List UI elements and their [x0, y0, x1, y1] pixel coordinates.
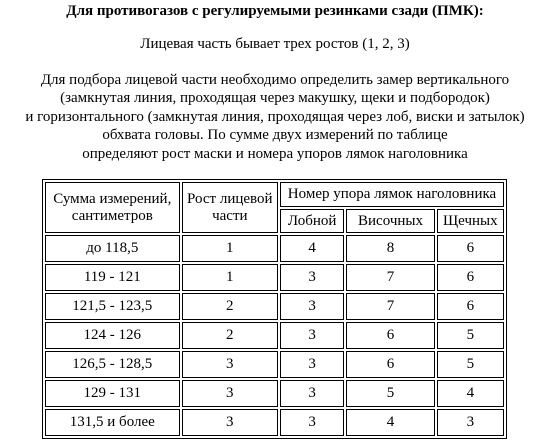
cell-front: 3	[280, 264, 344, 291]
description-line: (замкнутая линия, проходящая через макушку, щеки и подбородок)	[60, 90, 490, 107]
header-front: Лобной	[280, 209, 344, 233]
table-row	[45, 293, 504, 320]
cell-front: 3	[280, 322, 344, 349]
cell-temporal: 6	[346, 322, 434, 349]
header-sum	[45, 182, 180, 233]
cell-size: 3	[182, 409, 278, 436]
table-header-row	[45, 182, 504, 207]
header-sum-line1: Сумма измерений,	[53, 190, 172, 207]
header-group: Номер упора лямок наголовника	[280, 182, 504, 207]
header-size-line2: части	[212, 207, 248, 224]
description-line: определяют рост маски и номера упоров лямок наголовника	[82, 145, 468, 162]
cell-sum: 126,5 - 128,5	[45, 351, 180, 378]
cell-temporal: 8	[346, 235, 434, 262]
page-subtitle: Лицевая часть бывает трех ростов (1, 2, 3)	[140, 36, 410, 52]
cell-cheek: 3	[437, 409, 504, 436]
cell-front: 3	[280, 409, 344, 436]
cell-size: 1	[182, 264, 278, 291]
description	[0, 71, 550, 163]
header-size-line1: Рост лицевой	[187, 190, 273, 207]
table-row	[45, 322, 504, 349]
cell-front: 3	[280, 351, 344, 378]
cell-temporal: 7	[346, 293, 434, 320]
cell-cheek: 6	[437, 293, 504, 320]
cell-cheek: 6	[437, 264, 504, 291]
cell-size: 3	[182, 380, 278, 407]
header-temporal: Височных	[346, 209, 434, 233]
header-size	[182, 182, 278, 233]
cell-sum: 124 - 126	[45, 322, 180, 349]
header-cheek: Щечных	[437, 209, 504, 233]
table-row	[45, 380, 504, 407]
description-line: обхвата головы. По сумме двух измерений по таблице	[102, 127, 448, 144]
cell-cheek: 5	[437, 351, 504, 378]
description-line: Для подбора лицевой части необходимо определить замер вертикального	[40, 72, 510, 88]
cell-sum: 121,5 - 123,5	[45, 293, 180, 320]
page-title: Для противогазов с регулируемыми резинками сзади (ПМК):	[66, 3, 484, 19]
header-sum-line2: сантиметров	[71, 207, 153, 224]
cell-front: 4	[280, 235, 344, 262]
size-table	[42, 179, 507, 439]
cell-size: 2	[182, 293, 278, 320]
cell-temporal: 7	[346, 264, 434, 291]
cell-temporal: 5	[346, 380, 434, 407]
cell-sum: 129 - 131	[45, 380, 180, 407]
cell-size: 2	[182, 322, 278, 349]
cell-front: 3	[280, 293, 344, 320]
cell-front: 3	[280, 380, 344, 407]
cell-cheek: 6	[437, 235, 504, 262]
cell-cheek: 5	[437, 322, 504, 349]
table-row	[45, 409, 504, 436]
cell-sum: 119 - 121	[45, 264, 180, 291]
cell-temporal: 4	[346, 409, 434, 436]
table-row	[45, 264, 504, 291]
description-line: и горизонтального (замкнутая линия, проходящая через лоб, виски и затылок)	[25, 108, 525, 125]
cell-temporal: 6	[346, 351, 434, 378]
cell-sum: 131,5 и более	[45, 409, 180, 436]
cell-size: 3	[182, 351, 278, 378]
cell-size: 1	[182, 235, 278, 262]
cell-cheek: 4	[437, 380, 504, 407]
table-row	[45, 351, 504, 378]
cell-sum: до 118,5	[45, 235, 180, 262]
table-row	[45, 235, 504, 262]
